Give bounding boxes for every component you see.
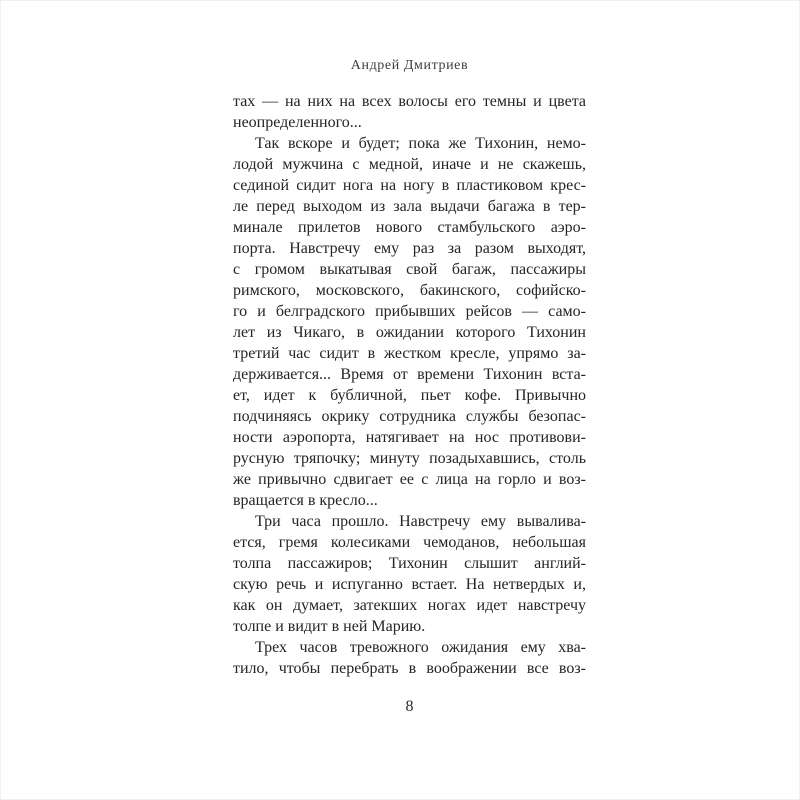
text-line: же привычно сдвигает ее с лица на горло и воз-	[233, 471, 586, 488]
text-line: скую речь и испуганно встает. На нетвердых и,	[233, 576, 586, 593]
text-line: го и белградского прибывших рейсов — само-	[233, 303, 586, 320]
text-line: сединой сидит нога на ногу в пластиковом крес-	[233, 177, 586, 194]
text-line: Три часа прошло. Навстречу ему вывалива-	[255, 513, 586, 530]
text-line: минале прилетов нового стамбульского аэро-	[233, 219, 586, 236]
text-line: лодой мужчина с медной, иначе и не скажешь,	[233, 156, 586, 173]
text-line: как он думает, затекших ногах идет навстречу	[233, 597, 586, 614]
text-line: держивается... Время от времени Тихонин вста-	[233, 366, 586, 383]
text-line: ности аэропорта, натягивает на нос противови-	[233, 429, 586, 446]
text-line: Так вскоре и будет; пока же Тихонин, немо-	[255, 135, 586, 152]
text-line: ет, идет к бубличной, пьет кофе. Привычно	[233, 387, 586, 404]
text-line: неопределенного...	[233, 114, 362, 131]
text-line: подчиняясь окрику сотрудника службы безопас-	[233, 408, 586, 425]
text-line: ется, гремя колесиками чемоданов, небольшая	[233, 534, 586, 551]
body-text	[233, 91, 586, 679]
running-header: Андрей Дмитриев	[350, 58, 469, 73]
text-line: римского, московского, бакинского, софийско-	[233, 282, 586, 299]
text-line: русную тряпочку; минуту позадыхавшись, столь	[233, 450, 586, 467]
text-line: вращается в кресло...	[233, 492, 378, 509]
text-line: третий час сидит в жестком кресле, упрямо за-	[233, 345, 586, 362]
text-line: толпе и видит в ней Марию.	[233, 618, 426, 635]
text-line: толпа пассажиров; Тихонин слышит англий-	[233, 555, 586, 572]
text-line: тах — на них на всех волосы его темны и цвета	[233, 93, 586, 110]
text-line: тило, чтобы перебрать в воображении все воз-	[233, 660, 586, 677]
text-line: Трех часов тревожного ожидания ему хва-	[255, 639, 586, 656]
text-line: с громом выкатывая свой багаж, пассажиры	[233, 261, 586, 278]
page-number: 8	[405, 698, 414, 715]
text-line: лет из Чикаго, в ожидании которого Тихонин	[233, 324, 586, 341]
text-line: порта. Навстречу ему раз за разом выходят,	[233, 240, 586, 257]
text-line: ле перед выходом из зала выдачи багажа в тер-	[233, 198, 586, 215]
